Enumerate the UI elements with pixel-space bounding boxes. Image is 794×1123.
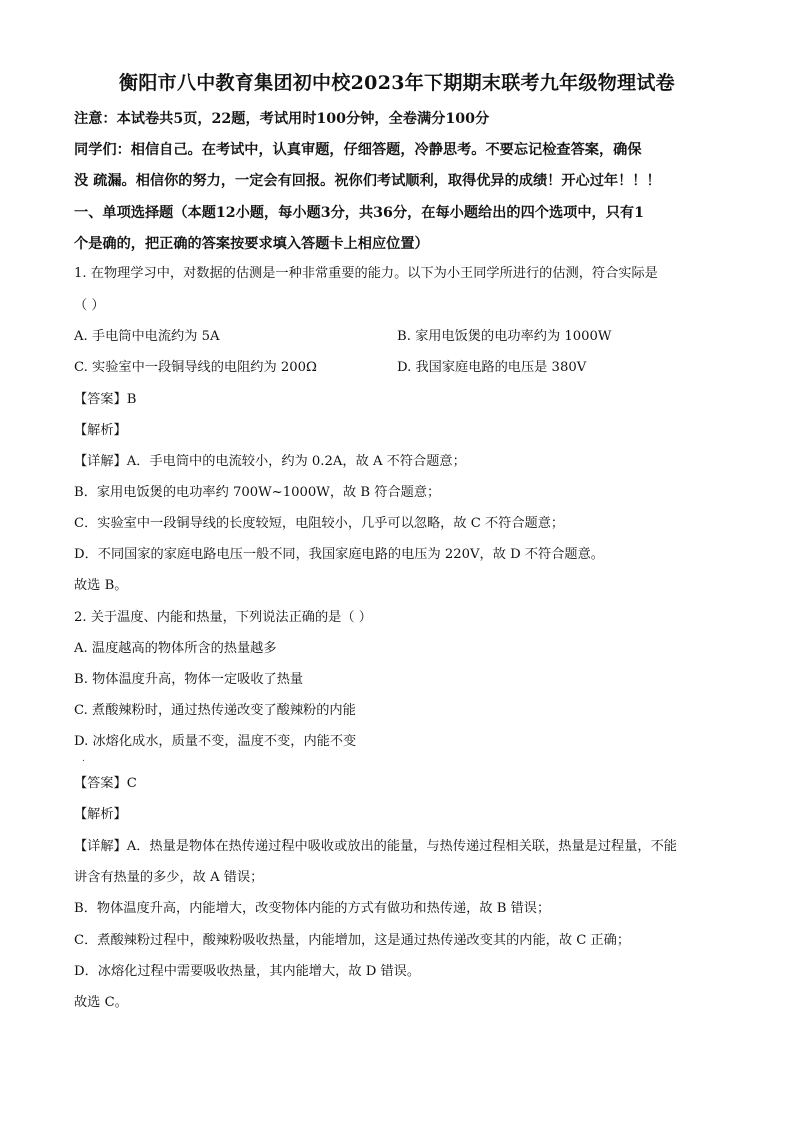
encouragement-line-1: 同学们：相信自己。在考试中，认真审题，仔细答题，冷静思考。不要忘记检查答案，确保 (74, 142, 642, 158)
q2-answer: 【答案】C (74, 776, 137, 791)
stray-dot-mark: . (82, 754, 85, 764)
page-title: 衡阳市八中教育集团初中校2023年下期期末联考九年级物理试卷 (119, 72, 675, 94)
q2-analysis-label: 【解析】 (74, 807, 127, 822)
q1-stem-line-2: （ ） (74, 298, 105, 313)
q1-option-a: A. 手电筒中电流约为 5A (74, 329, 220, 344)
encouragement-line-2: 没 疏漏。相信你的努力，一定会有回报。祝你们考试顺利，取得优异的成绩！开心过年！！！ (74, 173, 661, 189)
q2-option-c: C. 煮酸辣粉时，通过热传递改变了酸辣粉的内能 (74, 703, 356, 718)
q1-detail-d: D．不同国家的家庭电路电压一般不同，我国家庭电路的电压为 220V，故 D 不符合题意。 (74, 547, 604, 562)
q2-detail-a-line-1: 【详解】A．热量是物体在热传递过程中吸收或放出的能量，与热传递过程相关联，热量是过程量，不能 (74, 839, 677, 854)
q2-option-d: D. 冰熔化成水，质量不变，温度不变，内能不变 (74, 734, 357, 749)
q1-conclusion: 故选 B。 (74, 578, 128, 593)
q2-detail-a-line-2: 讲含有热量的多少，故 A 错误； (74, 870, 264, 885)
exam-notice: 注意：本试卷共5页，22题，考试用时100分钟，全卷满分100分 (74, 111, 490, 127)
q2-stem: 2. 关于温度、内能和热量，下列说法正确的是（ ） (74, 610, 372, 625)
q1-option-d: D. 我国家庭电路的电压是 380V (397, 360, 587, 375)
q1-detail-a: 【详解】A．手电筒中的电流较小，约为 0.2A，故 A 不符合题意； (74, 454, 466, 469)
q2-option-a: A. 温度越高的物体所含的热量越多 (74, 641, 277, 656)
q1-detail-b: B．家用电饭煲的电功率约 700W~1000W，故 B 符合题意； (74, 485, 441, 500)
q2-detail-d: D．冰熔化过程中需要吸收热量，其内能增大，故 D 错误。 (74, 964, 421, 979)
q2-detail-c: C．煮酸辣粉过程中，酸辣粉吸收热量，内能增加，这是通过热传递改变其的内能，故 C 正确； (74, 933, 631, 948)
q2-detail-b: B．物体温度升高，内能增大，改变物体内能的方式有做功和热传递，故 B 错误； (74, 901, 551, 916)
q2-option-b: B. 物体温度升高，物体一定吸收了热量 (74, 672, 304, 687)
q1-option-c: C. 实验室中一段铜导线的电阻约为 200Ω (74, 360, 317, 375)
q1-detail-c: C．实验室中一段铜导线的长度较短，电阻较小，几乎可以忽略，故 C 不符合题意； (74, 516, 565, 531)
section-heading-line-2: 个是确的，把正确的答案按要求填入答题卡上相应位置） (74, 236, 429, 252)
q1-option-b: B. 家用电饭煲的电功率约为 1000W (397, 329, 612, 344)
q2-conclusion: 故选 C。 (74, 995, 128, 1010)
q1-stem-line-1: 1. 在物理学习中，对数据的估测是一种非常重要的能力。以下为小王同学所进行的估测，符合实际是 (74, 266, 658, 281)
section-heading-line-1: 一、单项选择题（本题12小题，每小题3分，共36分，在每小题给出的四个选项中，只有1 (74, 205, 644, 221)
q1-analysis-label: 【解析】 (74, 423, 127, 438)
q1-answer: 【答案】B (74, 392, 137, 407)
